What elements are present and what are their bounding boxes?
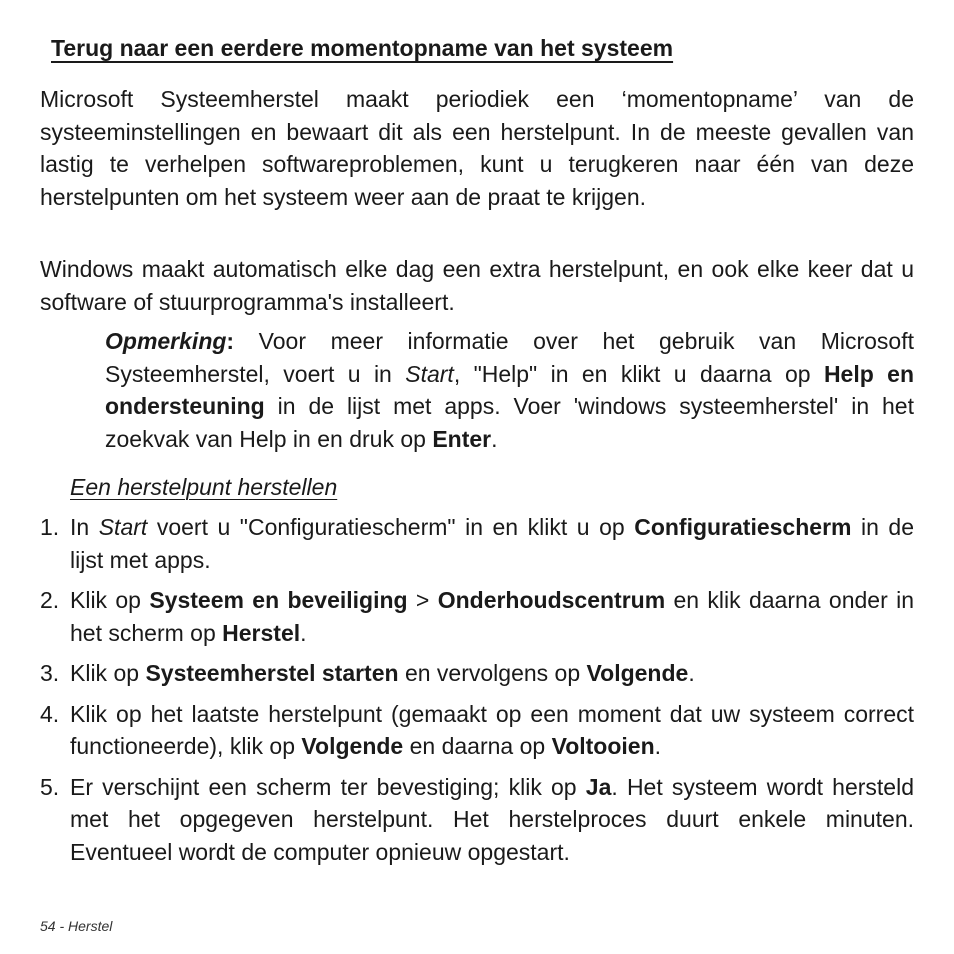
note-help-term: Help en ondersteuning: [105, 360, 914, 419]
subheading: Een herstelpunt herstellen: [70, 474, 338, 500]
step-text-part: . Het systeem wordt hersteld met het opgegeven herstelpunt. Het herstelproces duurt enkele minuten. Eventueel wordt de computer opnieuw opgestart.: [70, 773, 914, 865]
note-block: [105, 325, 914, 455]
step-1: [40, 511, 914, 576]
step-text-part: in de lijst met apps.: [70, 514, 915, 573]
step-text-part: Klik op: [70, 587, 150, 613]
note-text-1: Voor meer informatie over het gebruik van Microsoft Systeemherstel, voert u in: [105, 328, 914, 387]
step-term-bold: Ja: [585, 773, 612, 800]
step-text-part: voert u "Configuratiescherm" in en klikt u op: [147, 514, 635, 540]
step-term-bold: Systeemherstel starten: [145, 660, 399, 686]
section-title: Terug naar een eerdere momentopname van het systeem: [51, 35, 674, 61]
step-5: [40, 771, 914, 869]
steps-list: [40, 511, 914, 876]
step-text-part: .: [300, 619, 307, 646]
intro-paragraph: Microsoft Systeemherstel maakt periodiek een ‘momentopname’ van de systeeminstellingen en bewaart dit als een herstelpunt. In de meeste gevallen van lastig te verhelpen softwareproblemen, kunt u terugkeren naar één van deze herstelpunten om het systeem weer aan de praat te krijgen.: [40, 86, 914, 210]
step-4: [40, 698, 914, 763]
step-number: 4.: [40, 700, 60, 727]
step-text-part: Klik op het laatste herstelpunt (gemaakt op een moment dat uw systeem correct functioneerde), klik op: [70, 700, 914, 759]
step-text-part: Klik op: [70, 660, 146, 686]
note-enter-term: Enter: [432, 425, 492, 452]
step-term-bold: Volgende: [301, 733, 404, 759]
step-text-part: .: [654, 733, 662, 759]
note-text-4: .: [491, 425, 498, 452]
note-start-term: Start: [405, 360, 454, 387]
step-term-bold: Volgende: [586, 660, 689, 686]
note-colon: :: [226, 328, 235, 354]
step-text-part: en klik daarna onder in het scherm op: [70, 587, 914, 646]
step-term-italic: Start: [98, 514, 148, 540]
step-number: 2.: [40, 587, 60, 613]
step-text-part: en daarna op: [403, 733, 552, 759]
windows-paragraph: Windows maakt automatisch elke dag een extra herstelpunt, en ook elke keer dat u software of stuurprogramma's installeert.: [40, 256, 914, 315]
step-text-part: .: [688, 660, 695, 686]
step-term-bold: Configuratiescherm: [634, 514, 852, 540]
step-text: [70, 514, 914, 573]
step-text-part: In: [70, 514, 99, 540]
step-number: 1.: [40, 514, 60, 540]
page-footer: 54 - Herstel: [40, 918, 113, 934]
step-term-bold: Onderhoudscentrum: [437, 587, 666, 613]
step-number: 3.: [40, 660, 60, 686]
step-text-part: en vervolgens op: [398, 660, 587, 686]
note-label: Opmerking: [105, 328, 227, 354]
note-text-3: in de lijst met apps. Voer 'windows systeemherstel' in het zoekvak van Help in en druk op: [105, 393, 914, 452]
step-number: 5.: [40, 773, 60, 800]
step-3: [40, 657, 914, 690]
step-text-part: Er verschijnt een scherm ter bevestiging; klik op: [70, 773, 586, 800]
note-text-2: , "Help" in en klikt u daarna op: [453, 360, 824, 387]
step-term-bold: Voltooien: [551, 733, 655, 759]
step-term-bold: Herstel: [222, 619, 301, 646]
step-term-bold: Systeem en beveiliging: [149, 587, 408, 613]
step-text-part: >: [407, 587, 438, 613]
step-2: [40, 584, 914, 649]
